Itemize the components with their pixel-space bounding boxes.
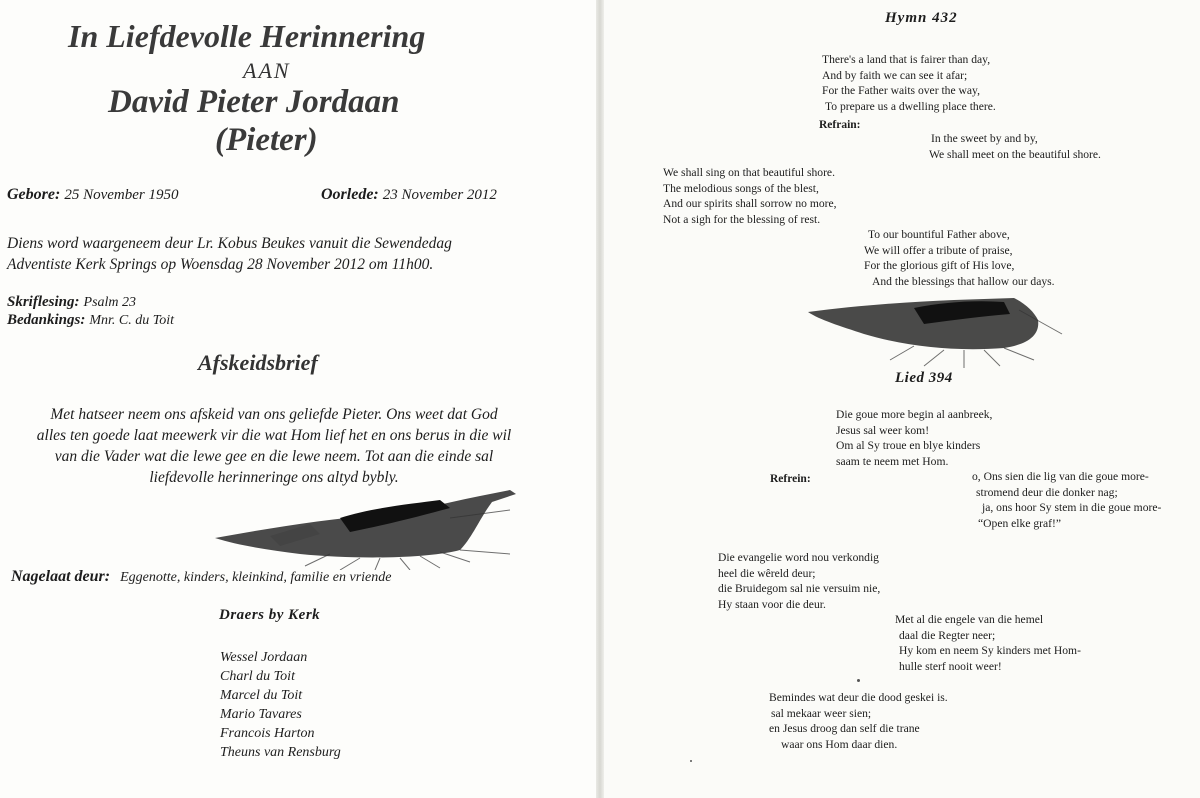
hymn-line: We shall sing on that beautiful shore. <box>663 166 835 179</box>
hymn-line: And by faith we can see it afar; <box>822 68 968 82</box>
lied-line: Hy staan voor die deur. <box>718 597 826 611</box>
service-line: Adventiste Kerk Springs op Woensdag 28 November 2012 om 11h00. <box>7 256 434 273</box>
hymn-line: And our spirits shall sorrow no more, <box>663 197 837 210</box>
aan-label: AAN <box>243 58 291 83</box>
bearers-list <box>220 648 341 762</box>
lied-verse-1 <box>836 407 992 469</box>
ink-speck <box>690 760 692 762</box>
hymn-line: For the Father waits over the way, <box>822 84 980 97</box>
bearer-name: Theuns van Rensburg <box>220 745 341 760</box>
survived-value: Eggenotte, kinders, kleinkind, familie en vriende <box>120 570 392 585</box>
farewell-line: liefdevolle herinneringe ons altyd bybly. <box>149 469 399 486</box>
lied-line: en Jesus droog dan self die trane <box>769 722 920 735</box>
lied-line: Bemindes wat deur die dood geskei is. <box>769 691 948 704</box>
hymn-verse-2 <box>663 165 837 227</box>
hymn-line: We will offer a tribute of praise, <box>864 243 1013 257</box>
lied-line: “Open elke graf!” <box>978 516 1062 530</box>
lied-line: stromend deur die donker nag; <box>976 485 1118 499</box>
ink-speck <box>857 679 860 682</box>
memorial-title: In Liefdevolle Herinnering <box>68 18 426 54</box>
thanks-label: Bedankings: <box>7 312 86 328</box>
hymn-line: And the blessings that hallow our days. <box>872 274 1055 288</box>
lied-line: Die evangelie word nou verkondig <box>718 551 879 564</box>
hymn-refrain-label: Refrain: <box>819 119 861 131</box>
lied-refrain-label: Refrein: <box>770 473 811 485</box>
bearer-name: Francois Harton <box>220 726 315 741</box>
lied-line: Hy kom en neem Sy kinders met Hom- <box>899 644 1081 657</box>
farewell-line: van die Vader wat die lewe gee en die lewe neem. Tot aan die einde sal <box>54 448 494 465</box>
born-value: 25 November 1950 <box>64 187 179 203</box>
deceased-name: David Pieter Jordaan <box>108 84 400 120</box>
lied-line: sal mekaar weer sien; <box>771 706 872 720</box>
thanks-value: Mnr. C. du Toit <box>89 313 175 328</box>
hymn-line: To our bountiful Father above, <box>868 228 1010 241</box>
survived-label: Nagelaat deur: <box>11 568 111 585</box>
hymn-line: For the glorious gift of His love, <box>864 259 1015 272</box>
farewell-line: alles ten goede laat meewerk vir die wat Hom lief het en ons berus in die wil <box>36 427 512 444</box>
hymn-line: There's a land that is fairer than day, <box>822 53 991 66</box>
bearers-heading: Draers by Kerk <box>219 607 321 623</box>
lied-line: Jesus sal weer kom! <box>836 423 930 437</box>
hymn-refrain <box>929 131 1101 162</box>
lied-verse-2 <box>718 550 880 612</box>
lied-line: saam te neem met Hom. <box>836 454 949 468</box>
farewell-heading: Afskeidsbrief <box>198 350 318 375</box>
lied-verse-3 <box>895 612 1081 674</box>
lied-line: Om al Sy troue en blye kinders <box>836 439 981 452</box>
born-label: Gebore: <box>7 186 61 203</box>
scripture-line <box>7 293 136 311</box>
lied-title: Lied 394 <box>895 370 953 386</box>
lied-line: ja, ons hoor Sy stem in die goue more- <box>982 501 1162 514</box>
praying-hands-illustration <box>210 488 525 570</box>
scripture-label: Skriflesing: <box>7 294 80 310</box>
service-line: Diens word waargeneem deur Lr. Kobus Beukes vanuit die Sewendedag <box>7 235 452 252</box>
bearer-name: Wessel Jordaan <box>220 650 308 665</box>
lied-line: o, Ons sien die lig van die goue more- <box>972 470 1149 483</box>
lied-line: heel die wêreld deur; <box>718 566 816 580</box>
scripture-value: Psalm 23 <box>83 295 137 310</box>
bearer-name: Charl du Toit <box>220 669 295 684</box>
hymn-verse-3 <box>864 227 1055 289</box>
farewell-line: Met hatseer neem ons afskeid van ons geliefde Pieter. Ons weet dat God <box>50 406 498 423</box>
born-line <box>7 186 178 204</box>
lied-line: hulle sterf nooit weer! <box>899 659 1002 673</box>
hymn-line: The melodious songs of the blest, <box>663 181 819 195</box>
hymn-verse-1 <box>822 52 996 114</box>
thanks-line <box>7 311 174 329</box>
lied-line: die Bruidegom sal nie versuim nie, <box>718 582 881 595</box>
bearer-name: Mario Tavares <box>220 707 302 722</box>
died-line <box>321 186 497 204</box>
died-label: Oorlede: <box>321 186 379 203</box>
lied-line: waar ons Hom daar dien. <box>781 737 898 751</box>
deceased-nickname: (Pieter) <box>215 122 318 158</box>
right-page <box>604 0 1200 798</box>
lied-line: Met al die engele van die hemel <box>895 613 1044 626</box>
farewell-letter <box>0 404 548 488</box>
left-page <box>0 0 596 798</box>
hymn-line: We shall meet on the beautiful shore. <box>929 147 1101 161</box>
hymn-line: Not a sigh for the blessing of rest. <box>663 212 821 226</box>
praying-hands-illustration <box>804 290 1066 370</box>
hymn-title: Hymn 432 <box>885 10 958 26</box>
service-details <box>7 233 452 275</box>
died-value: 23 November 2012 <box>382 187 497 203</box>
bearer-name: Marcel du Toit <box>220 688 303 703</box>
hymn-line: To prepare us a dwelling place there. <box>825 99 996 113</box>
page-fold <box>596 0 604 798</box>
lied-line: Die goue more begin al aanbreek, <box>836 408 993 421</box>
lied-line: daal die Regter neer; <box>899 628 996 642</box>
lied-refrain <box>972 469 1161 531</box>
lied-verse-4 <box>769 690 948 752</box>
survived-line <box>11 568 391 586</box>
hymn-line: In the sweet by and by, <box>931 132 1038 145</box>
